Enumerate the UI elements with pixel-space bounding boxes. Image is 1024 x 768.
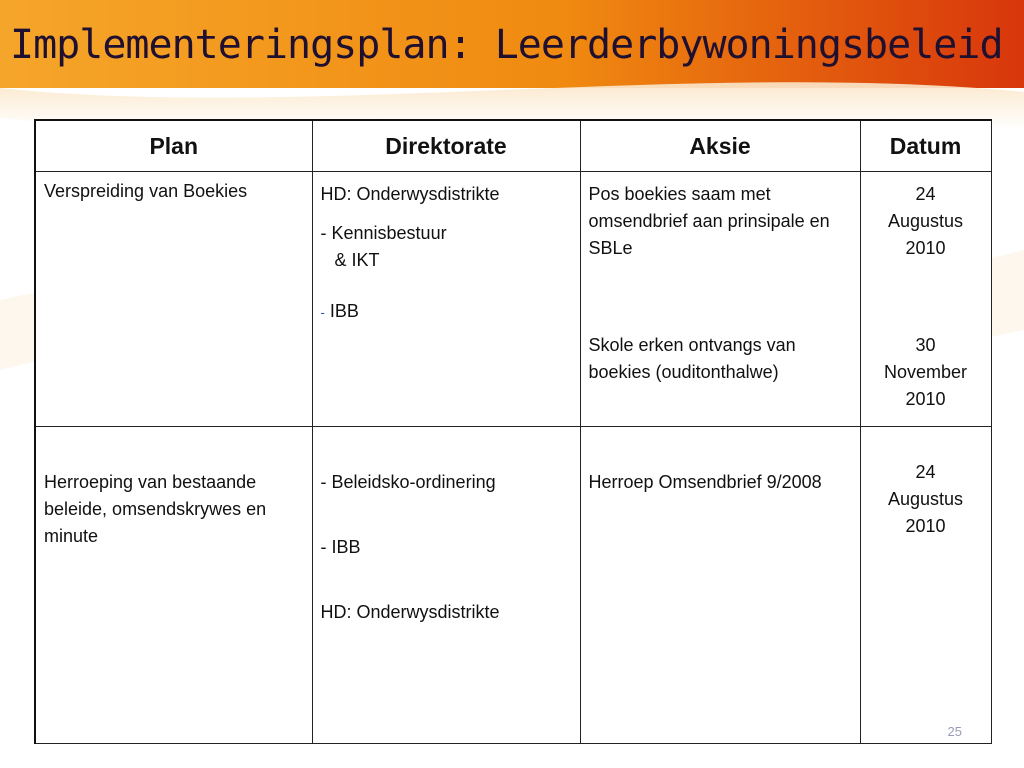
direktorate-line: - Beleidsko-ordinering xyxy=(320,472,496,492)
cell-direktorate xyxy=(312,427,580,744)
column-header-datum: Datum xyxy=(860,120,991,172)
plan-text: Herroeping van bestaande beleide, omsendskrywes en minute xyxy=(44,472,267,546)
bullet-dash: - xyxy=(320,305,325,320)
cell-plan xyxy=(35,427,312,744)
implementation-plan-table xyxy=(34,119,992,744)
datum-day: 24 xyxy=(915,462,936,482)
datum-day: 30 xyxy=(915,335,936,355)
datum-month: Augustus xyxy=(887,489,964,509)
cell-plan xyxy=(35,172,312,427)
datum-month: November xyxy=(883,362,968,382)
cell-aksie xyxy=(580,172,860,427)
cell-datum xyxy=(860,172,991,427)
cell-aksie xyxy=(580,427,860,744)
cell-direktorate xyxy=(312,172,580,427)
datum-month: Augustus xyxy=(887,211,964,231)
column-header-aksie: Aksie xyxy=(580,120,860,172)
direktorate-line: - IBB xyxy=(320,537,361,557)
direktorate-line: IBB xyxy=(329,301,359,321)
datum-year: 2010 xyxy=(905,238,946,258)
page-number: 25 xyxy=(947,724,962,739)
direktorate-line: - Kennisbestuur xyxy=(320,223,447,243)
direktorate-line: HD: Onderwysdistrikte xyxy=(320,184,500,204)
column-header-plan: Plan xyxy=(35,120,312,172)
page-title: Implementeringsplan: Leerderbywoningsbeleid xyxy=(10,22,1003,68)
column-header-direktorate: Direktorate xyxy=(312,120,580,172)
plan-text: Verspreiding van Boekies xyxy=(44,181,248,201)
datum-year: 2010 xyxy=(905,516,946,536)
datum-year: 2010 xyxy=(905,389,946,409)
table-header-row xyxy=(35,120,991,172)
direktorate-line: & IKT xyxy=(334,250,380,270)
datum-day: 24 xyxy=(915,184,936,204)
direktorate-line: HD: Onderwysdistrikte xyxy=(320,602,500,622)
aksie-text: Herroep Omsendbrief 9/2008 xyxy=(588,472,822,492)
aksie-text: Skole erken ontvangs van boekies (ouditonthalwe) xyxy=(588,335,796,382)
aksie-text: Pos boekies saam met omsendbrief aan prinsipale en SBLe xyxy=(588,184,830,258)
table-row xyxy=(35,172,991,427)
cell-datum xyxy=(860,427,991,744)
table-row xyxy=(35,427,991,744)
